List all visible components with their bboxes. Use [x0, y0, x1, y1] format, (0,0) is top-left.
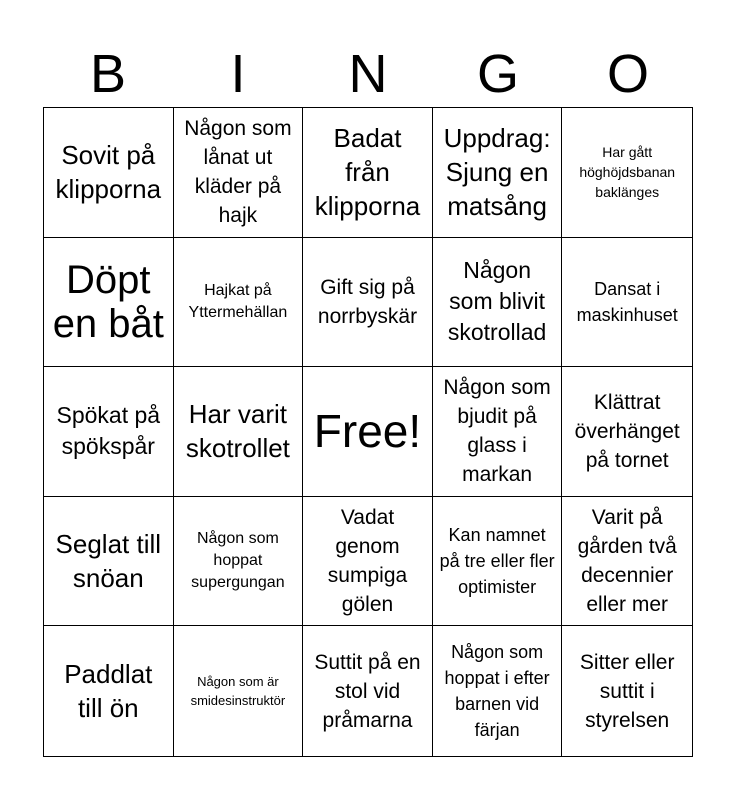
bingo-cell-3-3-free[interactable]	[303, 367, 433, 497]
bingo-cell-text: Någon som är smidesinstruktör	[190, 674, 286, 709]
bingo-grid	[43, 107, 693, 757]
bingo-cell-text: Sovit på klipporna	[55, 140, 162, 205]
bingo-cell-1-5[interactable]	[562, 108, 692, 238]
free-space-text: Free!	[313, 405, 422, 458]
bingo-cell-text: Sitter eller suttit i styrelsen	[579, 650, 675, 732]
bingo-cell-5-1[interactable]	[44, 626, 174, 756]
header-letter-b: B	[89, 44, 127, 104]
bingo-cell-4-5[interactable]	[562, 497, 692, 627]
bingo-cell-text: Dansat i maskinhuset	[576, 278, 678, 325]
bingo-cell-text: Vadat genom sumpiga gölen	[327, 506, 408, 617]
bingo-cell-text: Någon som blivit skotrollad	[447, 257, 547, 346]
bingo-cell-4-2[interactable]	[174, 497, 304, 627]
bingo-cell-1-1[interactable]	[44, 108, 174, 238]
bingo-cell-2-5[interactable]	[562, 238, 692, 368]
bingo-cell-2-1[interactable]	[44, 238, 174, 368]
bingo-cell-5-4[interactable]	[433, 626, 563, 756]
bingo-cell-text: Har varit skotrollet	[185, 399, 290, 464]
bingo-cell-text: Har gått höghöjdsbanan baklänges	[579, 144, 676, 201]
bingo-cell-text: Suttit på en stol vid pråmarna	[314, 650, 421, 732]
bingo-cell-3-1[interactable]	[44, 367, 174, 497]
bingo-cell-2-2[interactable]	[174, 238, 304, 368]
bingo-cell-text: Någon som hoppat i efter barnen vid färjan	[444, 642, 550, 741]
header-letter-i: I	[230, 44, 246, 104]
header-letter-n: N	[348, 44, 388, 104]
bingo-cell-2-3[interactable]	[303, 238, 433, 368]
bingo-cell-2-4[interactable]	[433, 238, 563, 368]
bingo-cell-1-3[interactable]	[303, 108, 433, 238]
bingo-cell-text: Varit på gården två decennier eller mer	[577, 506, 677, 617]
bingo-cell-text: Hajkat på Yttermehällan	[188, 281, 288, 321]
bingo-cell-text: Någon som lånat ut kläder på hajk	[184, 117, 292, 228]
header-letter-o: O	[606, 44, 649, 104]
bingo-cell-text: Badat från klipporna	[314, 123, 421, 222]
bingo-cell-text: Paddlat till ön	[64, 659, 153, 724]
header-letter-g: G	[476, 44, 519, 104]
bingo-cell-text: Klättrat överhänget på tornet	[574, 390, 680, 472]
bingo-cell-text: Spökat på spökspår	[56, 402, 161, 460]
bingo-cell-5-3[interactable]	[303, 626, 433, 756]
bingo-cell-1-2[interactable]	[174, 108, 304, 238]
bingo-cell-3-5[interactable]	[562, 367, 692, 497]
bingo-cell-4-1[interactable]	[44, 497, 174, 627]
bingo-cell-5-2[interactable]	[174, 626, 304, 756]
bingo-cell-text: Döpt en båt	[52, 257, 164, 346]
bingo-cell-1-4[interactable]	[433, 108, 563, 238]
bingo-cell-4-4[interactable]	[433, 497, 563, 627]
bingo-cell-3-2[interactable]	[174, 367, 304, 497]
bingo-header	[43, 42, 693, 106]
bingo-cell-text: Kan namnet på tre eller fler optimister	[439, 525, 555, 598]
bingo-cell-3-4[interactable]	[433, 367, 563, 497]
bingo-cell-text: Seglat till snöan	[55, 529, 162, 594]
bingo-cell-text: Någon som hoppat supergungan	[191, 530, 285, 592]
bingo-cell-text: Någon som bjudit på glass i markan	[443, 376, 551, 487]
bingo-cell-5-5[interactable]	[562, 626, 692, 756]
bingo-cell-4-3[interactable]	[303, 497, 433, 627]
bingo-cell-text: Gift sig på norrbyskär	[317, 275, 418, 328]
bingo-cell-text: Uppdrag: Sjung en matsång	[443, 123, 551, 222]
